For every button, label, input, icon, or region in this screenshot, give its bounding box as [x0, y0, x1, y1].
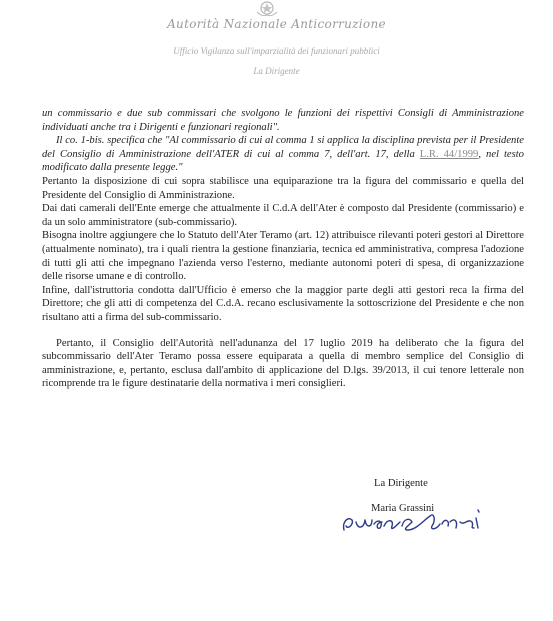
republic-emblem-icon: [254, 0, 280, 18]
document-body: [42, 107, 524, 391]
handwritten-signature-icon: [338, 500, 514, 536]
paragraph-2: [42, 134, 524, 175]
signatory-name: Maria Grassini: [371, 503, 435, 514]
office-name: Ufficio Vigilanza sull'imparzialità dei funzionari pubblici: [173, 46, 380, 56]
paragraph-2-post: , nel testo modificato dalla presente legge.": [42, 148, 524, 174]
paragraph-1: un commissario e due sub commissari che svolgono le funzioni dei rispettivi Consigli di Amministrazione individuati anche tra i Dirigenti e funzionari regionali".: [42, 108, 524, 133]
paragraph-5: Bisogna inoltre aggiungere che lo Statuto dell'Ater Teramo (art. 12) attribuisce rilevanti poteri gestori al Direttore (attualmente nominato), tra i quali rientra la gestione finanziaria, tecnica ed amministrativa, compresa l'adozione di tutti gli atti che impegnano l'azienda verso l'esterno, mediante autonomi poteri di spesa, di organizzazione delle risorse umane e di controllo.: [42, 230, 524, 283]
paragraph-gap: [42, 325, 524, 337]
law-reference-link[interactable]: L.R. 44/1999: [419, 148, 479, 160]
paragraph-3: Pertanto la disposizione di cui sopra stabilisce una equiparazione tra la figura del commissario e quella del Presidente del Consiglio di Amministrazione.: [42, 175, 524, 201]
paragraph-4: Dai dati camerali dell'Ente emerge che attualmente il C.d.A dell'Ater è composto dal Presidente (commissario) e da un solo amministratore (sub-commissario).: [42, 203, 524, 228]
paragraph-2-pre: Il co. 1-bis. specifica che "Al commissario di cui al comma 1 si applica la disciplina prevista per il Presidente del Consiglio di Amministrazione dell'ATER di cui al comma 7, dell'art. 17, della: [42, 135, 524, 160]
signature-title: La Dirigente: [374, 478, 428, 489]
authority-name: Autorità Nazionale Anticorruzione: [167, 17, 386, 31]
paragraph-6: Infine, dall'istruttoria condotta dall'Ufficio è emerso che la maggior parte degli atti gestori reca la firma del Direttore; che gli atti di competenza del C.d.A. recano esclusivamente la sottoscrizione del Presidente e che non risultano atti a firma del sub-commissario.: [42, 284, 524, 323]
paragraph-7: Pertanto, il Consiglio dell'Autorità nell'adunanza del 17 luglio 2019 ha deliberato che la figura del subcommissario dell'Ater Teramo possa essere equiparata a quella di membro semplice del Consiglio di amministrazione, e, pertanto, esclusa dall'ambito di applicazione del D.lgs. 39/2013, il cui tenore letterale non ricomprende tra le figure destinatarie della normativa i meri consiglieri.: [42, 337, 524, 390]
header-role: La Dirigente: [253, 66, 300, 76]
